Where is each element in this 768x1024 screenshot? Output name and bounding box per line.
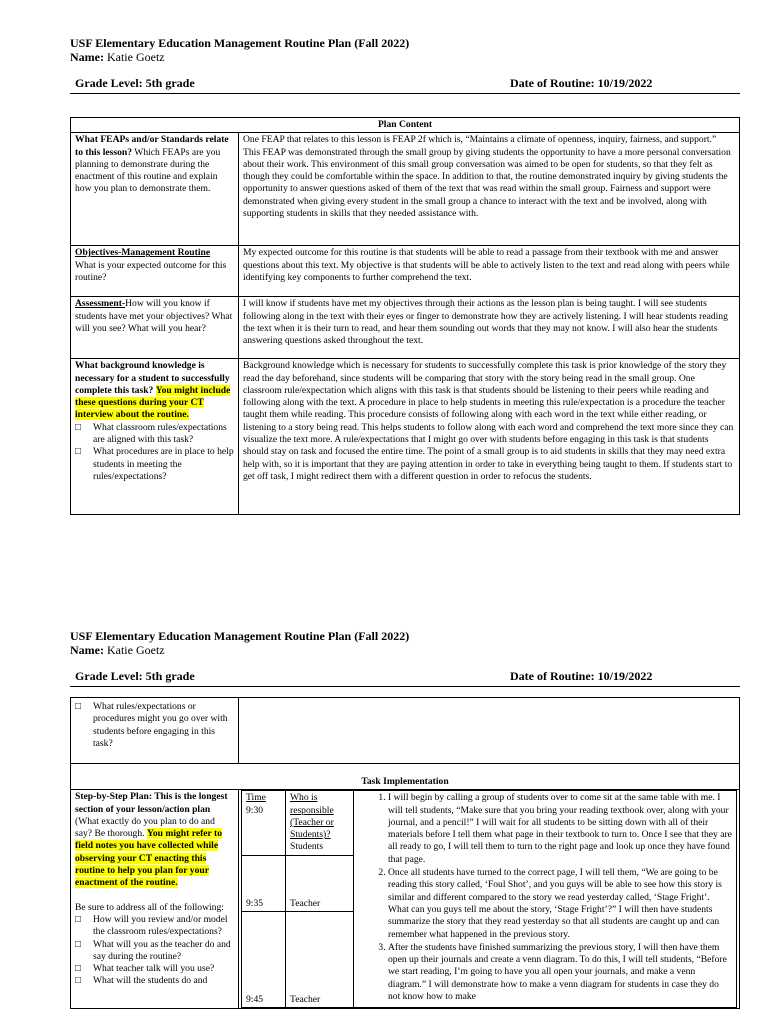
page2-routine-date: Date of Routine: 10/19/2022 (510, 669, 653, 683)
page2-title: USF Elementary Education Management Routine Plan (Fall 2022) (70, 629, 410, 643)
task-table (70, 697, 740, 1009)
rules-question (71, 698, 239, 764)
step-plan-question: Step-by-Step Plan: This is the longest section of your lesson/action plan (What exactly do you plan to do and say? Be thorough. You might refer to field notes you have collected while observing your CT enacting this routine to help you plan for your enactment of the routine. Be sure to address all of the following: □ How will you review and/or model the classroom rules/expectations? □ What will you as the teacher do and say during the routine? □ What teacher talk will you use? □ What will the students do and (71, 790, 239, 1009)
step-time: 9:45 (242, 912, 286, 1008)
table-row (71, 297, 740, 359)
step-list (358, 792, 732, 1003)
page1-grade-bar (70, 73, 740, 94)
table-row (71, 790, 740, 1009)
list-item: □ What will you as the teacher do and say during the routine? (75, 939, 234, 964)
list-item: 3. After the students have finished summarizing the previous story, I will then have them open up their journals and create a venn diagram. To do this, I will tell students, “Before we start reading, I’m going to have you all open your journals, and make a venn diagram.” I will demonstrate how to make a venn diagram for students in case they do not know how to make (388, 942, 732, 1003)
page1-grade-level: Grade Level: 5th grade (75, 76, 195, 90)
table-row (71, 246, 740, 297)
table-row (71, 698, 740, 764)
assessment-question: Assessment-How will you know if students have met your objectives? What will you see? What will you hear? (71, 297, 239, 359)
page1-routine-date: Date of Routine: 10/19/2022 (510, 76, 653, 90)
list-item: 2. Once all students have turned to the correct page, I will tell them, “We are going to be reading this story called, ‘Foul Shot’, and you guys will be able to see how this story is similar and different compared to the story we read yesterday called, ‘Stage Fright’. What can you guys tell me about the story, ‘Stage Fright’?” I will then have students summarize the story that they read yesterday so that all students are caught up and can remember what happened in the previous story. (388, 867, 732, 941)
step-who: Teacher (286, 855, 354, 911)
step-who: Teacher (286, 912, 354, 1008)
step-time: 9:35 (242, 855, 286, 911)
list-item: 1. I will begin by calling a group of students over to come sit at the same table with me. I will tell students, “Make sure that you bring your reading textbook over, along with your journal, and a pencil!” I will wait for all students to be sitting down with all of their materials before I tell them what page in their textbook to turn to. Once I see that they are all ready to go, I will tell them to turn to the right page and look up once they have found that page. (388, 792, 732, 866)
list-item: □ How will you review and/or model the classroom rules/expectations? (75, 914, 234, 939)
step-time: 9:30 (246, 804, 264, 816)
page1-header (70, 36, 409, 64)
step-plan-table (241, 790, 737, 1008)
checklist (75, 422, 234, 483)
task-implementation-title: Task Implementation (71, 764, 740, 790)
list-item: □ What will the students do and (75, 975, 234, 987)
checklist (75, 914, 234, 988)
page2-grade-bar (70, 666, 740, 687)
objectives-question: Objectives-Management Routine What is your expected outcome for this routine? (71, 246, 239, 297)
table-row (71, 359, 740, 515)
list-item: □ What procedures are in place to help students in meeting the rules/expectations? (75, 446, 234, 483)
list-item: □ What classroom rules/expectations are aligned with this task? (75, 422, 234, 447)
feap-question: What FEAPs and/or Standards relate to this lesson? Which FEAPs are you planning to demonstrate during the enactment of this routine and explain how you plan to demonstrate them. (71, 133, 239, 246)
page1-title: USF Elementary Education Management Routine Plan (Fall 2022) (70, 36, 410, 50)
page2-grade-level: Grade Level: 5th grade (75, 669, 195, 683)
background-question: What background knowledge is necessary for a student to successfully complete this task? You might include these questions during your CT interview about the routine. □ What classroom rules/expectations are aligned with this task? □ What procedures are in place to help students in meeting the rules/expectations? (71, 359, 239, 515)
background-answer: Background knowledge which is necessary for students to successfully complete this task is prior knowledge of the story they read the day beforehand, since students will be comparing that story with the story being read in the small group. One classroom rule/expectation which aligns with this task is that students should be listening to their peers while reading and following along with the text. A procedure in place to help students in meeting this rule/expectation is a procedure the teacher taught them while reading. This procedure consists of following along with each word in the text while either reading, or listening to a story being read. This helps students to follow along with each word and comprehend the text more since they can visualize the text more. A rule/expectations that I might go over with students before engaging in this task is that students should stay on task and focused the entire time. The point of a small group is to aid students in skills that they may need extra help with, so it is important that they are paying attention in order to take in everything being taught to them. If students start to get off task, I might redirect them with a different question in order to refocus the students. (239, 359, 740, 515)
table-row (242, 791, 737, 855)
feap-answer: One FEAP that relates to this lesson is FEAP 2f which is, “Maintains a climate of openness, inquiry, fairness, and support.” This FEAP was demonstrated through the small group by giving students the opportunity to have a more personal conversation about their work. This environment of this small group conversation was aimed to be open for students, so that they felt as though they could be comfortable within the space. In addition to that, the routine demonstrated inquiry by giving students the opportunity to answer questions asked of them of the text that was read within the small group. Fairness and support were demonstrated when giving every student in the small group a chance to interact with the text and be involved, along with supporting students in skills that they needed assistance with. (239, 133, 740, 246)
objectives-answer: My expected outcome for this routine is that students will be able to read a passage from their textbook with me and answer questions about this text. My objective is that students will be able to actively listen to the text and read along with peers while identifying key components to further comprehend the text. (239, 246, 740, 297)
rules-answer (239, 698, 740, 764)
list-item: □ What teacher talk will you use? (75, 963, 234, 975)
page2-name-line: Name: Katie Goetz (70, 643, 165, 657)
page2-name-value: Katie Goetz (103, 643, 165, 657)
step-plan-cell (239, 790, 740, 1009)
plan-content-title: Plan Content (71, 118, 740, 133)
who-header: Who is responsible (Teacher or Students)? (290, 792, 334, 841)
list-item: □ What rules/expectations or procedures might you go over with students before engaging in this task? (75, 701, 234, 750)
table-row (71, 133, 740, 246)
assessment-answer: I will know if students have met my objectives through their actions as the lesson plan is being taught. I will see students following along in the text with their eyes or finger to demonstrate how they are actively listening. I will hear students reading the text when it is their turn to read, and hear them sounding out words that they may not know. I will also hear the students answering questions asked throughout the text. (239, 297, 740, 359)
page1-name-value: Katie Goetz (103, 50, 165, 64)
plan-content-table (70, 117, 740, 515)
step-who: Students (290, 841, 324, 853)
time-header: Time (246, 792, 266, 804)
page1-name-line: Name: Katie Goetz (70, 50, 165, 64)
page2-header (70, 629, 409, 657)
